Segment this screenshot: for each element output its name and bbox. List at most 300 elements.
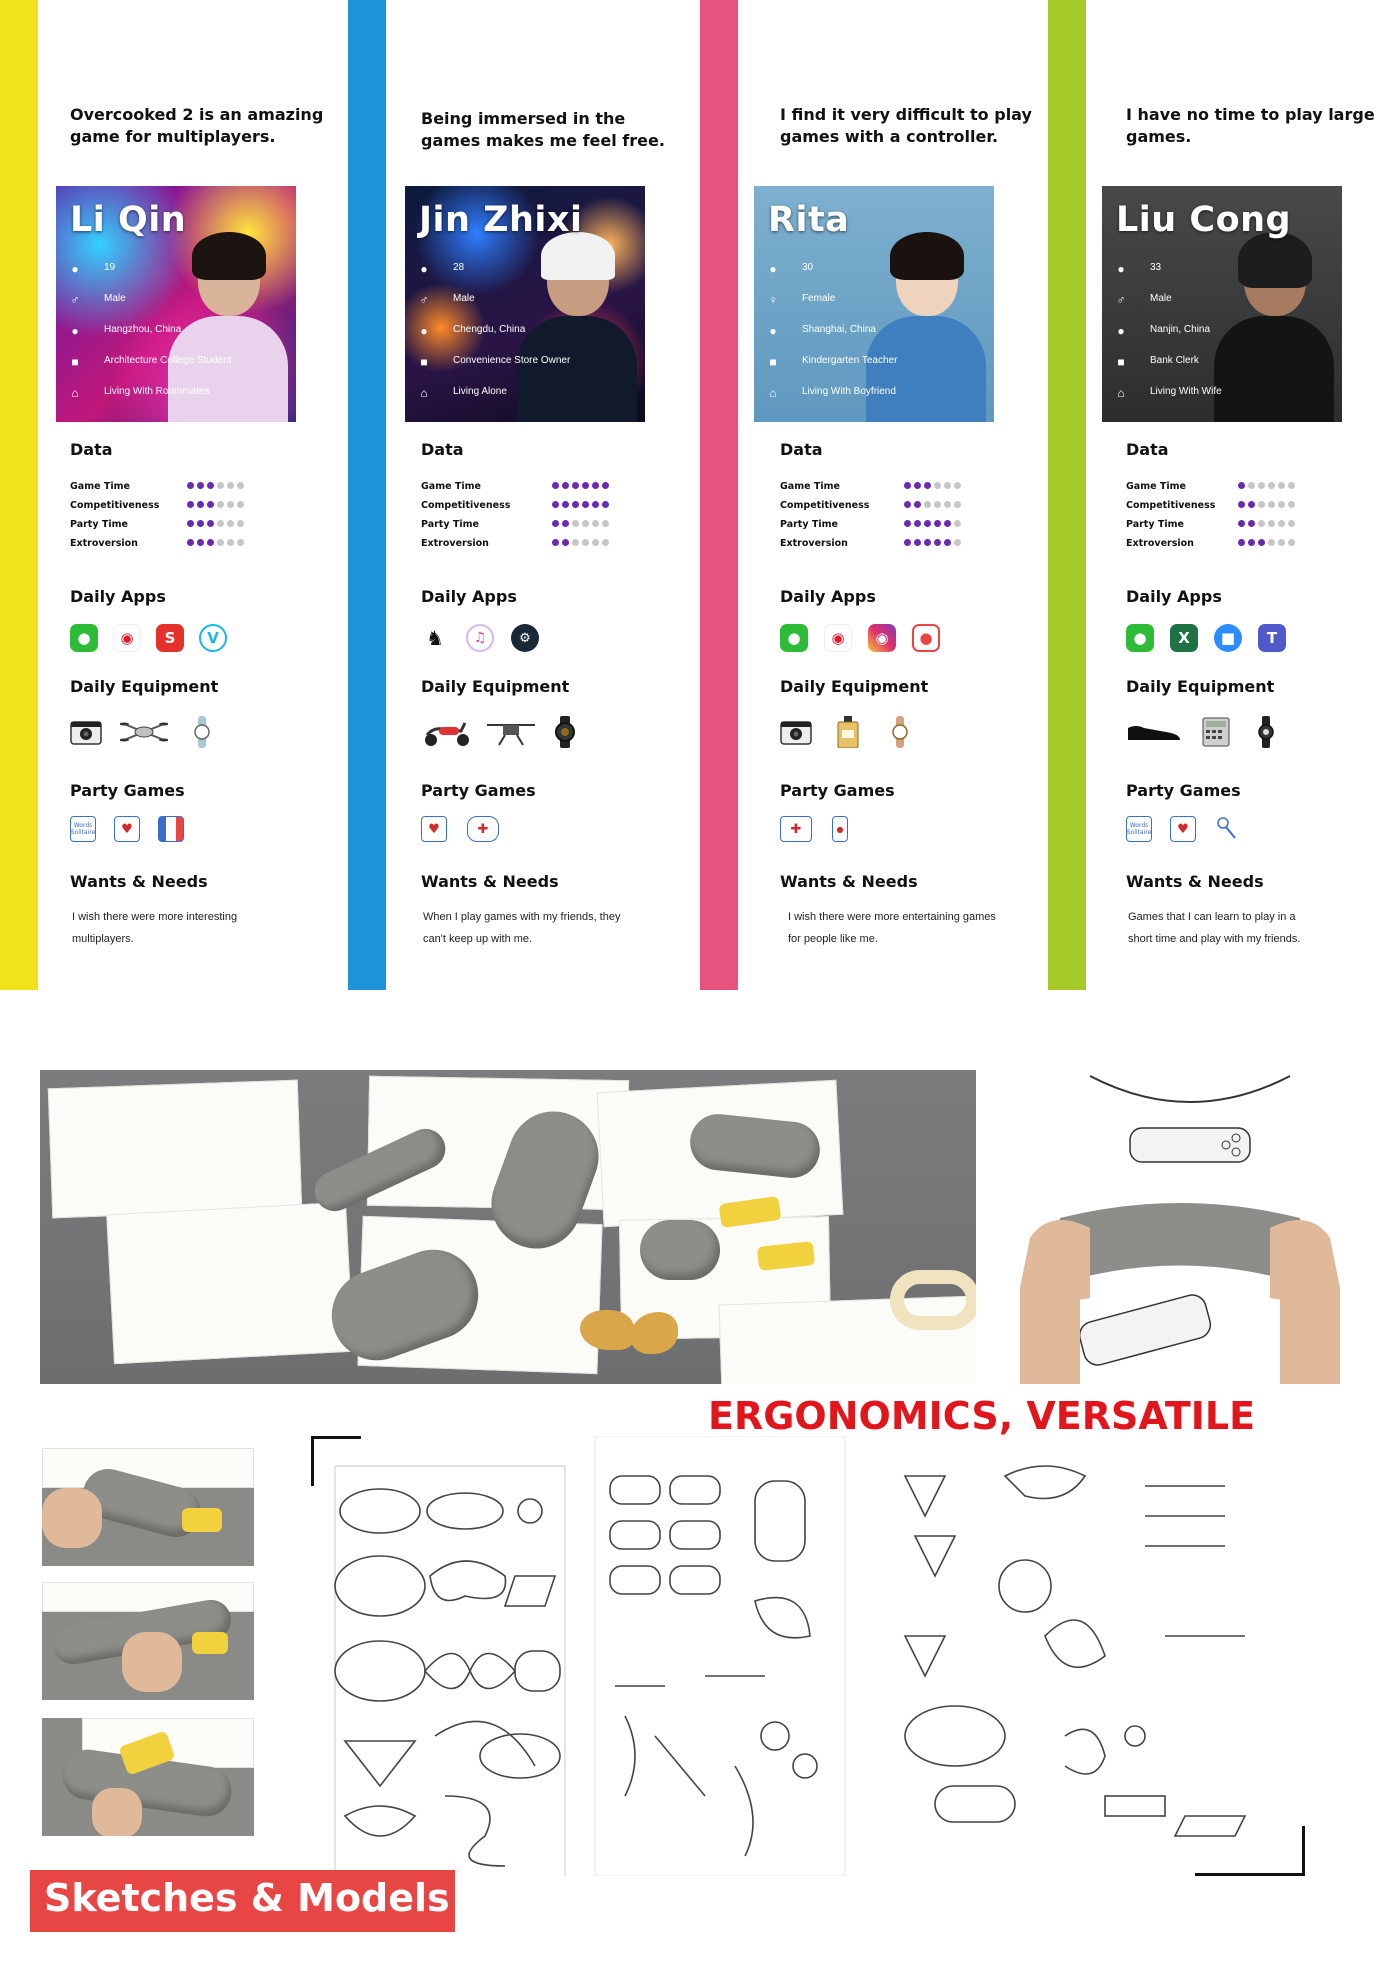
home-icon: ⌂ (420, 386, 428, 400)
user-icon: ● (1117, 262, 1125, 276)
rating-dot-filled (582, 482, 589, 489)
rating-dot-empty (1288, 520, 1295, 527)
fact-location (766, 322, 946, 353)
rating-dot-empty (582, 539, 589, 546)
qq-icon: ♞ (421, 624, 449, 652)
wants-needs-text: I wish there were more entertaining games for people like me. (788, 911, 996, 945)
persona-card (768, 0, 1080, 990)
party-games-row (780, 816, 848, 842)
fact-living-value: Living With Boyfriend (802, 386, 896, 397)
data-label: Extroversion (780, 538, 848, 549)
hands-holding-model-photo (980, 1058, 1380, 1384)
data-label: Extroversion (70, 538, 138, 549)
rating-dot-filled (187, 520, 194, 527)
fact-gender (68, 291, 248, 322)
rating-dots (1238, 501, 1295, 508)
rating-dot-empty (227, 520, 234, 527)
rating-dot-filled (602, 482, 609, 489)
messenger-icon: ● (912, 624, 940, 652)
rating-dot-filled (904, 520, 911, 527)
rating-dot-empty (924, 501, 931, 508)
data-label: Extroversion (1126, 538, 1194, 549)
fact-job (766, 353, 946, 384)
persona-facts (1114, 260, 1294, 415)
rating-dot-empty (944, 501, 951, 508)
rating-dot-empty (1288, 501, 1295, 508)
zoom-icon: ■ (1214, 624, 1242, 652)
female-symbol-icon: ♀ (768, 293, 778, 307)
location-pin-icon: ● (420, 324, 428, 338)
data-label: Extroversion (421, 538, 489, 549)
wristwatch-icon (884, 716, 916, 748)
rating-dot-filled (1238, 482, 1245, 489)
data-row-game-time (1126, 478, 1326, 497)
drone-icon (485, 716, 537, 748)
rating-dot-filled (914, 482, 921, 489)
data-label: Competitiveness (70, 500, 160, 511)
fact-age (68, 260, 248, 291)
rating-dots (187, 482, 244, 489)
rating-dot-filled (197, 482, 204, 489)
fact-living (1114, 384, 1294, 415)
excel-icon: X (1170, 624, 1198, 652)
playing-cards-icon: ♥ (1170, 816, 1196, 842)
rating-dot-empty (1278, 539, 1285, 546)
steam-icon: ⚙ (511, 624, 539, 652)
rating-dot-empty (1258, 482, 1265, 489)
rating-dots (552, 539, 609, 546)
fact-age-value: 30 (802, 262, 814, 273)
daily-apps-title: Daily Apps (70, 587, 166, 606)
data-label: Party Time (70, 519, 128, 530)
rating-dot-filled (914, 520, 921, 527)
rating-dot-filled (562, 539, 569, 546)
rating-dot-empty (237, 520, 244, 527)
rating-dot-filled (924, 482, 931, 489)
rating-dot-filled (592, 501, 599, 508)
rating-dot-filled (552, 501, 559, 508)
fact-location-value: Shanghai, China (802, 324, 876, 335)
rating-dot-filled (1248, 539, 1255, 546)
clay-models-table-photo (40, 1070, 976, 1384)
fact-location (1114, 322, 1294, 353)
rating-dot-empty (1288, 539, 1295, 546)
user-icon: ● (420, 262, 428, 276)
rating-dot-filled (944, 539, 951, 546)
home-icon: ⌂ (71, 386, 79, 400)
rating-dot-empty (572, 520, 579, 527)
rating-dot-filled (207, 501, 214, 508)
wants-needs-title: Wants & Needs (421, 872, 559, 891)
rating-dot-filled (187, 539, 194, 546)
rating-dot-empty (1268, 520, 1275, 527)
rating-dots (904, 520, 961, 527)
wristwatch-icon (1250, 716, 1282, 748)
words-solitaire-icon: Words Solitaire (1126, 816, 1152, 842)
male-symbol-icon: ♂ (419, 293, 429, 307)
data-row-party-time (1126, 516, 1326, 535)
daily-equipment-row (70, 716, 218, 748)
playing-cards-icon: ♥ (114, 816, 140, 842)
rating-dot-empty (1278, 501, 1285, 508)
rating-dot-filled (582, 501, 589, 508)
fact-living (766, 384, 946, 415)
home-icon: ⌂ (769, 386, 777, 400)
data-row-game-time (780, 478, 980, 497)
rating-dot-filled (187, 482, 194, 489)
data-title: Data (780, 440, 823, 459)
rating-dots (187, 501, 244, 508)
instant-camera-icon (70, 716, 102, 748)
sketches-models-label: Sketches & Models (44, 1876, 450, 1920)
persona-facts (766, 260, 946, 415)
rating-dot-filled (562, 501, 569, 508)
daily-apps-row (1126, 624, 1286, 652)
model-photo-3 (42, 1718, 254, 1836)
persona-quote: Being immersed in the games makes me feel free. (421, 109, 665, 150)
data-label: Game Time (780, 481, 840, 492)
mahjong-icon: ✚ (780, 816, 812, 842)
location-pin-icon: ● (1117, 324, 1125, 338)
smartwatch-icon (549, 716, 581, 748)
rating-dots (552, 520, 609, 527)
rating-dot-filled (1258, 539, 1265, 546)
daily-apps-title: Daily Apps (421, 587, 517, 606)
data-row-competitiveness (70, 497, 270, 516)
rating-dot-empty (237, 482, 244, 489)
fact-age-value: 28 (453, 262, 465, 273)
rating-dot-filled (924, 539, 931, 546)
persona-photo (1102, 186, 1342, 422)
instant-camera-icon (780, 716, 812, 748)
data-row-game-time (70, 478, 270, 497)
fact-gender-value: Male (104, 293, 126, 304)
persona-facts (417, 260, 597, 415)
party-games-row (1126, 816, 1240, 842)
fact-age (417, 260, 597, 291)
fact-gender (766, 291, 946, 322)
rating-dot-filled (562, 520, 569, 527)
wants-needs-title: Wants & Needs (1126, 872, 1264, 891)
rating-dot-filled (187, 501, 194, 508)
rating-dot-filled (1248, 501, 1255, 508)
data-row-extroversion (1126, 535, 1326, 554)
fact-gender-value: Female (802, 293, 836, 304)
rating-dot-filled (924, 520, 931, 527)
sketch-sheets (305, 1436, 1305, 1876)
wants-needs-text: When I play games with my friends, they can't keep up with me. (423, 911, 621, 945)
data-label: Competitiveness (421, 500, 511, 511)
persona-photo (754, 186, 994, 422)
daily-apps-title: Daily Apps (1126, 587, 1222, 606)
wechat-icon: ● (780, 624, 808, 652)
data-label: Party Time (780, 519, 838, 530)
fact-gender-value: Male (453, 293, 475, 304)
home-icon: ⌂ (1117, 386, 1125, 400)
rating-dot-empty (1258, 520, 1265, 527)
party-games-title: Party Games (421, 781, 536, 800)
wants-needs-title: Wants & Needs (780, 872, 918, 891)
data-row-competitiveness (1126, 497, 1326, 516)
fact-living (68, 384, 248, 415)
wants-needs-text: I wish there were more interesting multiplayers. (72, 911, 238, 945)
male-symbol-icon: ♂ (1116, 293, 1126, 307)
persona-card (421, 0, 721, 990)
rating-dot-filled (914, 501, 921, 508)
rating-dot-filled (602, 501, 609, 508)
rating-dots (552, 482, 609, 489)
rating-dot-filled (207, 520, 214, 527)
rating-dots (1238, 520, 1295, 527)
weibo-icon: ◉ (824, 624, 852, 652)
persona-quote: I find it very difficult to play games with a controller. (780, 105, 1032, 146)
fact-location (68, 322, 248, 353)
data-row-competitiveness (780, 497, 980, 516)
persona-photo (56, 186, 296, 422)
fact-location-value: Hangzhou, China (104, 324, 182, 335)
fact-job (417, 353, 597, 384)
fact-living-value: Living Alone (453, 386, 507, 397)
rating-dots (904, 482, 961, 489)
gamepad-icon: ✚ (467, 816, 499, 842)
fact-age-value: 33 (1150, 262, 1162, 273)
model-photo-2 (42, 1582, 254, 1700)
rating-dots (1238, 482, 1295, 489)
daily-equipment-title: Daily Equipment (780, 677, 929, 696)
data-rows (780, 478, 980, 554)
playing-cards-icon: ♥ (421, 816, 447, 842)
rating-dot-filled (207, 482, 214, 489)
fact-living (417, 384, 597, 415)
rating-dot-filled (934, 520, 941, 527)
daily-apps-row (780, 624, 940, 652)
rating-dot-filled (1248, 520, 1255, 527)
data-row-extroversion (70, 535, 270, 554)
wechat-icon: ● (1126, 624, 1154, 652)
party-games-row (421, 816, 499, 842)
fact-location (417, 322, 597, 353)
data-row-game-time (421, 478, 621, 497)
persona-name: Jin Zhixi (419, 200, 583, 240)
fact-gender-value: Male (1150, 293, 1172, 304)
briefcase-icon: ■ (1117, 355, 1125, 369)
fact-job (1114, 353, 1294, 384)
daily-equipment-row (780, 716, 916, 748)
data-title: Data (70, 440, 113, 459)
rating-dot-filled (552, 539, 559, 546)
persona-photo (405, 186, 645, 422)
rating-dot-filled (197, 501, 204, 508)
data-row-extroversion (421, 535, 621, 554)
data-label: Game Time (1126, 481, 1186, 492)
rating-dots (904, 539, 961, 546)
rating-dot-empty (954, 482, 961, 489)
data-label: Party Time (421, 519, 479, 530)
rating-dot-filled (197, 520, 204, 527)
rating-dots (552, 501, 609, 508)
briefcase-icon: ■ (420, 355, 428, 369)
daily-equipment-row (421, 716, 581, 748)
data-label: Game Time (70, 481, 130, 492)
party-games-title: Party Games (70, 781, 185, 800)
ergonomics-headline: ERGONOMICS, VERSATILE (708, 1394, 1256, 1438)
daily-apps-row (421, 624, 539, 652)
persona-facts (68, 260, 248, 415)
rating-dot-empty (934, 482, 941, 489)
fact-gender (417, 291, 597, 322)
persona-quote: Overcooked 2 is an amazing game for multiplayers. (70, 105, 324, 146)
microphone-icon (1214, 816, 1240, 842)
persona-name: Rita (768, 200, 850, 240)
rating-dot-empty (934, 501, 941, 508)
data-rows (70, 478, 270, 554)
wants-needs-title: Wants & Needs (70, 872, 208, 891)
rating-dot-filled (552, 482, 559, 489)
male-symbol-icon: ♂ (70, 293, 80, 307)
fact-location-value: Nanjin, China (1150, 324, 1211, 335)
fact-age (1114, 260, 1294, 291)
switch-console-icon (158, 816, 184, 842)
rating-dot-empty (1278, 482, 1285, 489)
wristwatch-icon (186, 716, 218, 748)
persona-card (1116, 0, 1400, 990)
vimeo-icon: V (199, 624, 227, 652)
briefcase-icon: ■ (71, 355, 79, 369)
fact-location-value: Chengdu, China (453, 324, 526, 335)
mobile-game-icon: ● (832, 816, 848, 842)
rating-dot-empty (217, 482, 224, 489)
wants-needs-text: Games that I can learn to play in a short time and play with my friends. (1128, 911, 1301, 945)
party-games-title: Party Games (780, 781, 895, 800)
briefcase-icon: ■ (769, 355, 777, 369)
rating-dot-filled (552, 520, 559, 527)
daily-apps-title: Daily Apps (780, 587, 876, 606)
rating-dot-empty (217, 539, 224, 546)
fact-job-value: Kindergarten Teacher (802, 355, 898, 366)
rating-dot-empty (237, 539, 244, 546)
rating-dot-empty (954, 501, 961, 508)
fact-job-value: Architecture College Student (104, 355, 232, 366)
daily-equipment-title: Daily Equipment (1126, 677, 1275, 696)
data-label: Party Time (1126, 519, 1184, 530)
persona-quote: I have no time to play large games. (1126, 105, 1375, 146)
rating-dot-empty (227, 539, 234, 546)
data-row-party-time (780, 516, 980, 535)
user-icon: ● (71, 262, 79, 276)
calculator-icon (1200, 716, 1232, 748)
rating-dot-empty (217, 520, 224, 527)
rating-dot-filled (592, 482, 599, 489)
rating-dot-filled (904, 501, 911, 508)
wechat-icon: ● (70, 624, 98, 652)
user-icon: ● (769, 262, 777, 276)
rating-dot-empty (1278, 520, 1285, 527)
data-title: Data (1126, 440, 1169, 459)
daily-apps-row (70, 624, 227, 652)
rating-dot-filled (197, 539, 204, 546)
music-icon: ♫ (466, 624, 494, 652)
drone-icon (120, 716, 168, 748)
location-pin-icon: ● (71, 324, 79, 338)
party-games-title: Party Games (1126, 781, 1241, 800)
accent-bar-yellow (0, 0, 38, 990)
scooter-icon (421, 716, 473, 748)
rating-dot-empty (954, 520, 961, 527)
rating-dots (187, 539, 244, 546)
persona-name: Liu Cong (1116, 200, 1292, 240)
daily-equipment-title: Daily Equipment (421, 677, 570, 696)
teams-icon: T (1258, 624, 1286, 652)
fact-job-value: Bank Clerk (1150, 355, 1199, 366)
rating-dot-empty (954, 539, 961, 546)
rating-dot-empty (1258, 501, 1265, 508)
data-title: Data (421, 440, 464, 459)
rating-dot-filled (1238, 501, 1245, 508)
rating-dot-empty (602, 539, 609, 546)
rating-dot-empty (1268, 482, 1275, 489)
fact-job (68, 353, 248, 384)
fact-gender (1114, 291, 1294, 322)
rating-dot-empty (592, 520, 599, 527)
rating-dot-empty (602, 520, 609, 527)
model-photo-1 (42, 1448, 254, 1566)
data-label: Game Time (421, 481, 481, 492)
fact-age-value: 19 (104, 262, 116, 273)
rating-dots (904, 501, 961, 508)
controller-sketch (980, 1058, 1380, 1384)
data-label: Competitiveness (780, 500, 870, 511)
data-label: Competitiveness (1126, 500, 1216, 511)
rating-dot-filled (207, 539, 214, 546)
party-games-row (70, 816, 184, 842)
rating-dot-filled (572, 482, 579, 489)
rating-dots (1238, 539, 1295, 546)
rating-dot-empty (217, 501, 224, 508)
rating-dot-filled (572, 501, 579, 508)
perfume-icon (832, 716, 864, 748)
rating-dots (187, 520, 244, 527)
daily-equipment-row (1126, 716, 1282, 748)
rating-dot-filled (1238, 539, 1245, 546)
instagram-icon: ◉ (868, 624, 896, 652)
rating-dot-empty (1248, 482, 1255, 489)
data-row-party-time (421, 516, 621, 535)
rating-dot-filled (944, 520, 951, 527)
rating-dot-filled (562, 482, 569, 489)
rating-dot-empty (944, 482, 951, 489)
rating-dot-empty (227, 482, 234, 489)
rating-dot-empty (572, 539, 579, 546)
weibo-icon: ◉ (113, 624, 141, 652)
fact-job-value: Convenience Store Owner (453, 355, 571, 366)
persona-name: Li Qin (70, 200, 187, 240)
fact-living-value: Living With Roommates (104, 386, 210, 397)
rating-dot-empty (592, 539, 599, 546)
pencil-sketches (305, 1436, 1305, 1876)
persona-card (70, 0, 370, 990)
rating-dot-empty (237, 501, 244, 508)
rating-dot-filled (904, 539, 911, 546)
rating-dot-empty (1288, 482, 1295, 489)
rating-dot-filled (904, 482, 911, 489)
data-row-party-time (70, 516, 270, 535)
rating-dot-filled (934, 539, 941, 546)
rating-dot-filled (1238, 520, 1245, 527)
data-rows (1126, 478, 1326, 554)
rating-dot-filled (914, 539, 921, 546)
rating-dot-empty (227, 501, 234, 508)
data-rows (421, 478, 621, 554)
